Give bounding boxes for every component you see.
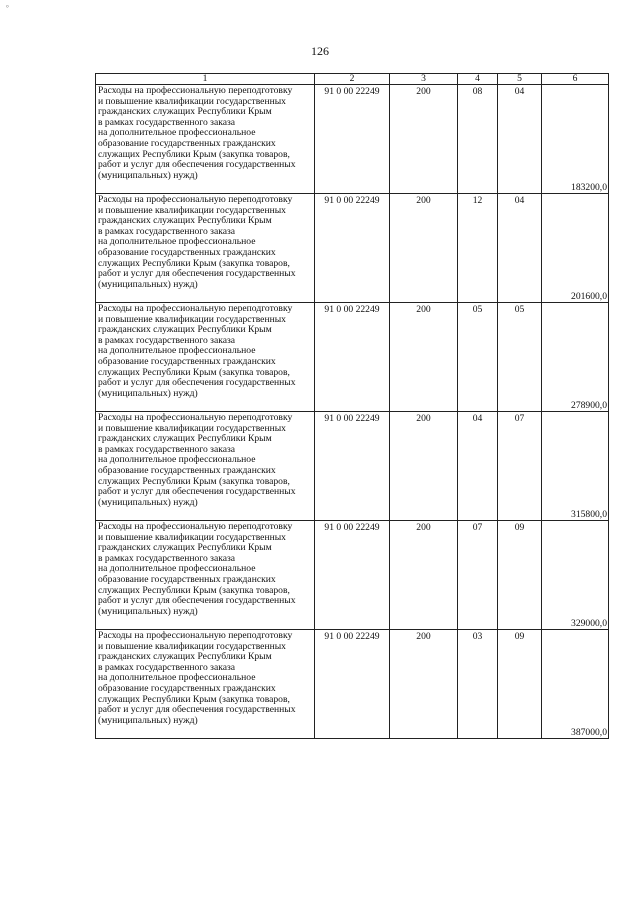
description-line: служащих Республики Крым (закупка товаров, xyxy=(98,257,290,269)
description-line: гражданских служащих Республики Крым xyxy=(98,324,272,336)
description-line: образование государственных гражданских xyxy=(98,355,276,367)
description-line: работ и услуг для обеспечения государственных xyxy=(98,595,296,607)
description-line: гражданских служащих Республики Крым xyxy=(98,651,272,663)
description-line: на дополнительное профессиональное xyxy=(98,672,256,684)
amount-value: 329000,0 xyxy=(542,521,609,630)
section-code: 04 xyxy=(458,412,498,521)
description-line: (муниципальных) нужд) xyxy=(98,496,198,508)
description-line: служащих Республики Крым (закупка товаров, xyxy=(98,148,290,160)
target-article-code: 91 0 00 22249 xyxy=(315,412,390,521)
description-line: на дополнительное профессиональное xyxy=(98,236,256,248)
description-line: образование государственных гражданских xyxy=(98,137,276,149)
table-row xyxy=(96,194,609,303)
description-line: Расходы на профессиональную переподготовку xyxy=(98,303,293,314)
amount-value: 387000,0 xyxy=(542,630,609,739)
description-line: и повышение квалификации государственных xyxy=(98,95,286,107)
description-line: гражданских служащих Республики Крым xyxy=(98,433,272,445)
description-line: и повышение квалификации государственных xyxy=(98,640,286,652)
table-row xyxy=(96,85,609,194)
subsection-code: 04 xyxy=(498,85,542,194)
description-line: в рамках государственного заказа xyxy=(98,116,236,128)
column-number-row xyxy=(96,74,609,85)
subsection-code: 05 xyxy=(498,303,542,412)
description-line: в рамках государственного заказа xyxy=(98,334,236,346)
page-number: 126 xyxy=(311,44,329,58)
target-article-code: 91 0 00 22249 xyxy=(315,521,390,630)
description-line: (муниципальных) нужд) xyxy=(98,605,198,617)
description-line: Расходы на профессиональную переподготовку xyxy=(98,521,293,532)
expense-description xyxy=(96,412,315,521)
expense-type-code: 200 xyxy=(390,630,458,739)
description-line: Расходы на профессиональную переподготовку xyxy=(98,85,293,96)
amount-value: 315800,0 xyxy=(542,412,609,521)
column-number: 1 xyxy=(96,74,315,85)
column-number: 3 xyxy=(390,74,458,85)
section-code: 05 xyxy=(458,303,498,412)
amount-value: 201600,0 xyxy=(542,194,609,303)
description-line: гражданских служащих Республики Крым xyxy=(98,215,272,227)
description-line: образование государственных гражданских xyxy=(98,682,276,694)
column-number: 4 xyxy=(458,74,498,85)
description-line: и повышение квалификации государственных xyxy=(98,422,286,434)
description-line: (муниципальных) нужд) xyxy=(98,169,198,181)
table-row xyxy=(96,412,609,521)
description-line: гражданских служащих Республики Крым xyxy=(98,542,272,554)
amount-value: 278900,0 xyxy=(542,303,609,412)
description-line: образование государственных гражданских xyxy=(98,573,276,585)
description-line: служащих Республики Крым (закупка товаров, xyxy=(98,693,290,705)
description-line: на дополнительное профессиональное xyxy=(98,127,256,139)
subsection-code: 09 xyxy=(498,521,542,630)
expense-type-code: 200 xyxy=(390,303,458,412)
description-line: образование государственных гражданских xyxy=(98,464,276,476)
description-line: образование государственных гражданских xyxy=(98,246,276,258)
column-number: 5 xyxy=(498,74,542,85)
table-row xyxy=(96,521,609,630)
description-line: в рамках государственного заказа xyxy=(98,552,236,564)
description-line: Расходы на профессиональную переподготовку xyxy=(98,630,293,641)
description-line: на дополнительное профессиональное xyxy=(98,563,256,575)
expense-type-code: 200 xyxy=(390,194,458,303)
description-line: в рамках государственного заказа xyxy=(98,661,236,673)
description-line: (муниципальных) нужд) xyxy=(98,387,198,399)
description-line: на дополнительное профессиональное xyxy=(98,345,256,357)
description-line: гражданских служащих Республики Крым xyxy=(98,106,272,118)
target-article-code: 91 0 00 22249 xyxy=(315,303,390,412)
amount-value: 183200,0 xyxy=(542,85,609,194)
description-line: и повышение квалификации государственных xyxy=(98,204,286,216)
description-line: на дополнительное профессиональное xyxy=(98,454,256,466)
description-line: работ и услуг для обеспечения государственных xyxy=(98,159,296,171)
target-article-code: 91 0 00 22249 xyxy=(315,194,390,303)
description-line: Расходы на профессиональную переподготовку xyxy=(98,194,293,205)
expense-description xyxy=(96,521,315,630)
description-line: работ и услуг для обеспечения государственных xyxy=(98,704,296,716)
section-code: 12 xyxy=(458,194,498,303)
expense-type-code: 200 xyxy=(390,412,458,521)
scan-corner-mark: ° xyxy=(6,4,9,12)
description-line: Расходы на профессиональную переподготовку xyxy=(98,412,293,423)
expense-description xyxy=(96,194,315,303)
description-line: работ и услуг для обеспечения государственных xyxy=(98,268,296,280)
expense-type-code: 200 xyxy=(390,85,458,194)
subsection-code: 04 xyxy=(498,194,542,303)
section-code: 08 xyxy=(458,85,498,194)
expense-type-code: 200 xyxy=(390,521,458,630)
description-line: (муниципальных) нужд) xyxy=(98,278,198,290)
description-line: и повышение квалификации государственных xyxy=(98,531,286,543)
subsection-code: 07 xyxy=(498,412,542,521)
target-article-code: 91 0 00 22249 xyxy=(315,85,390,194)
column-number: 2 xyxy=(315,74,390,85)
column-number: 6 xyxy=(542,74,609,85)
target-article-code: 91 0 00 22249 xyxy=(315,630,390,739)
description-line: (муниципальных) нужд) xyxy=(98,714,198,726)
expense-description xyxy=(96,303,315,412)
subsection-code: 09 xyxy=(498,630,542,739)
expense-description xyxy=(96,85,315,194)
description-line: служащих Республики Крым (закупка товаров, xyxy=(98,584,290,596)
description-line: и повышение квалификации государственных xyxy=(98,313,286,325)
section-code: 07 xyxy=(458,521,498,630)
description-line: в рамках государственного заказа xyxy=(98,443,236,455)
budget-table xyxy=(95,73,609,739)
description-line: служащих Республики Крым (закупка товаров, xyxy=(98,366,290,378)
description-line: работ и услуг для обеспечения государственных xyxy=(98,377,296,389)
table-row xyxy=(96,630,609,739)
description-line: в рамках государственного заказа xyxy=(98,225,236,237)
table-row xyxy=(96,303,609,412)
expense-description xyxy=(96,630,315,739)
section-code: 03 xyxy=(458,630,498,739)
description-line: работ и услуг для обеспечения государственных xyxy=(98,486,296,498)
description-line: служащих Республики Крым (закупка товаров, xyxy=(98,475,290,487)
